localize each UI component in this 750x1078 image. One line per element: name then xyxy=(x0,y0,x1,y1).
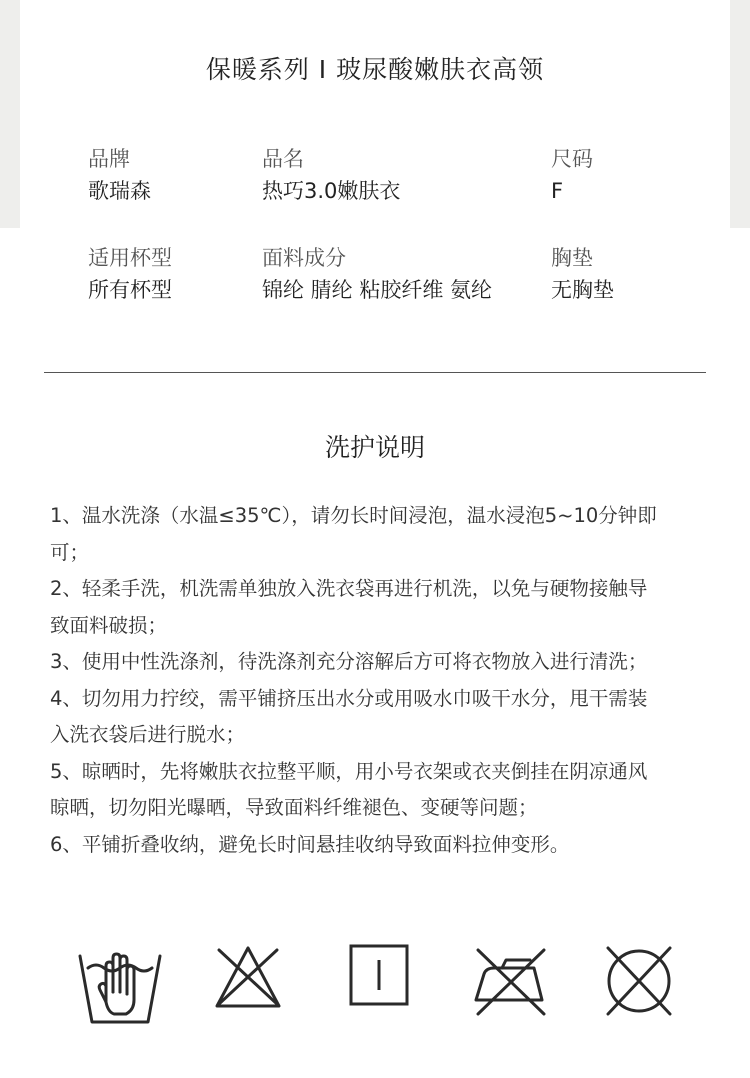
care-line: 5、晾晒时，先将嫩肤衣拉整平顺，用小号衣架或衣夹倒挂在阴凉通风 xyxy=(50,759,648,783)
do-not-bleach-icon xyxy=(213,944,283,1010)
care-line: 2、轻柔手洗，机洗需单独放入洗衣袋再进行机洗，以免与硬物接触导 xyxy=(50,577,648,600)
spec-brand xyxy=(88,146,151,204)
care-line: 3、使用中性洗涤剂，待洗涤剂充分溶解后方可将衣物放入进行清洗； xyxy=(50,650,648,673)
line-dry-icon xyxy=(349,944,409,1006)
hand-wash-icon xyxy=(78,944,162,1026)
care-instructions xyxy=(50,498,702,863)
spec-fabric-value: 锦纶 腈纶 粘胶纤维 氨纶 xyxy=(262,278,493,302)
spec-product-name-value: 热巧3.0嫩肤衣 xyxy=(262,179,401,203)
spec-chest-pad-label: 胸垫 xyxy=(551,246,593,270)
spec-fabric xyxy=(262,245,492,303)
care-line: 1、温水洗涤（水温≤35℃），请勿长时间浸泡，温水浸泡5~10分钟即 xyxy=(50,504,657,527)
right-background-strip xyxy=(730,0,750,228)
spec-cup-type-value: 所有杯型 xyxy=(88,278,172,302)
spec-cup-type-label: 适用杯型 xyxy=(88,246,172,270)
do-not-tumble-dry-icon xyxy=(604,944,674,1018)
spec-product-name-label: 品名 xyxy=(262,147,304,171)
care-line: 入洗衣袋后进行脱水； xyxy=(50,723,246,746)
spec-size-label: 尺码 xyxy=(551,147,593,171)
spec-brand-value: 歌瑞森 xyxy=(88,179,151,203)
care-line: 致面料破损； xyxy=(50,613,168,637)
do-not-iron-icon xyxy=(472,944,550,1018)
spec-size xyxy=(551,146,593,204)
section-divider xyxy=(44,372,706,373)
care-title: 洗护说明 xyxy=(324,433,425,462)
care-symbols xyxy=(0,944,750,1034)
spec-brand-label: 品牌 xyxy=(88,147,130,171)
spec-chest-pad xyxy=(551,245,614,303)
spec-chest-pad-value: 无胸垫 xyxy=(551,278,614,302)
care-line: 4、切勿用力拧绞，需平铺挤压出水分或用吸水巾吸干水分，甩干需装 xyxy=(50,686,648,710)
care-line: 可； xyxy=(50,540,90,564)
spec-product-name xyxy=(262,146,400,204)
spec-fabric-label: 面料成分 xyxy=(262,246,346,270)
care-line: 晾晒，切勿阳光曝晒，导致面料纤维褪色、变硬等问题； xyxy=(50,796,538,819)
spec-cup-type xyxy=(88,245,172,303)
spec-size-value: F xyxy=(551,179,564,203)
page-title: 保暖系列 I 玻尿酸嫩肤衣高领 xyxy=(205,55,545,84)
left-background-strip xyxy=(0,0,20,228)
care-line: 6、平铺折叠收纳，避免长时间悬挂收纳导致面料拉伸变形。 xyxy=(50,832,570,856)
